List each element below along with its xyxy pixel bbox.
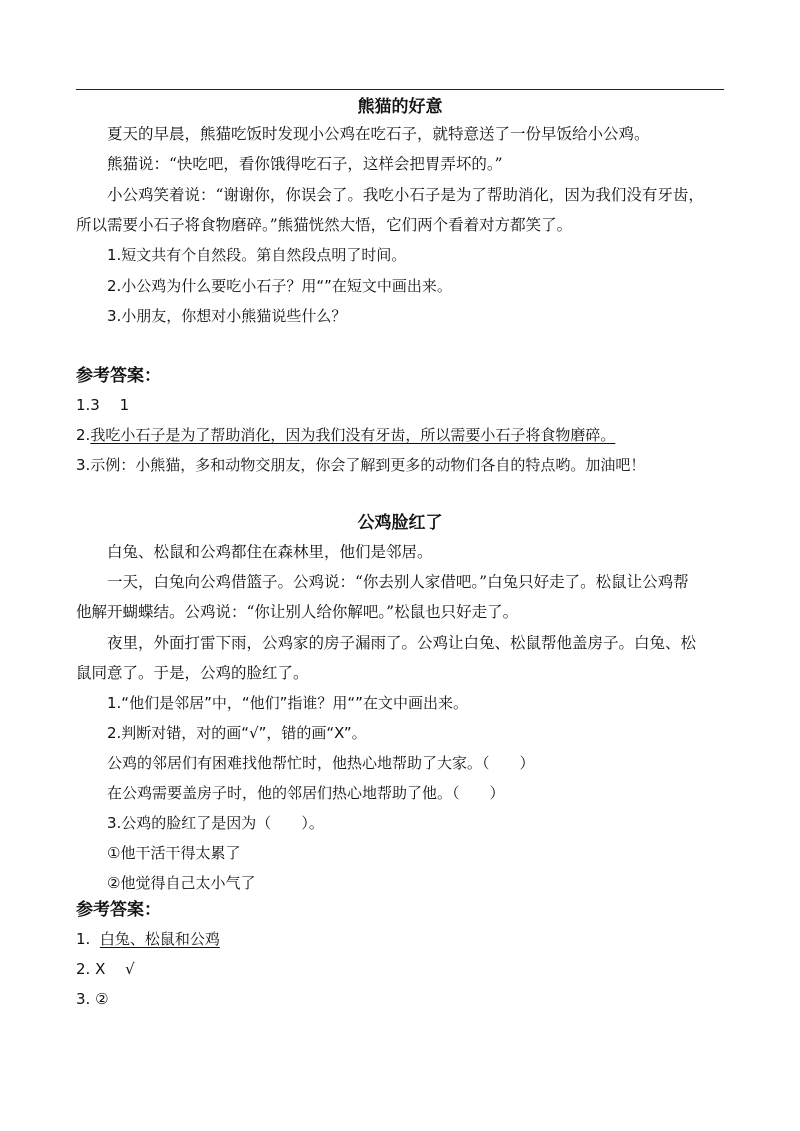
story1-answer-heading: 参考答案：: [76, 366, 161, 386]
answer-number: 2.: [76, 426, 91, 444]
story2-title: 公鸡脸红了: [357, 513, 443, 533]
story2-question: 公鸡的邻居们有困难找他帮忙时，他热心地帮助了大家。（ ）: [107, 754, 535, 772]
story1-paragraph: 熊猫说：“快吃吧，看你饿得吃石子，这样会把胃弄坏的。”: [107, 155, 503, 173]
story2-answer-1: [76, 928, 220, 950]
story1-paragraph: 所以需要小石子将食物磨碎。”熊猫恍然大悟，它们两个看着对方都笑了。: [76, 216, 573, 234]
story2-question: 在公鸡需要盖房子时，他的邻居们热心地帮助了他。（ ）: [107, 784, 505, 802]
story2-paragraph: 白兔、松鼠和公鸡都住在森林里，他们是邻居。: [107, 543, 433, 561]
story2-question: 2.判断对错，对的画“√”，错的画“X”。: [107, 724, 367, 742]
story2-paragraph: 夜里，外面打雷下雨，公鸡家的房子漏雨了。公鸡让白兔、松鼠帮他盖房子。白兔、松: [107, 634, 697, 652]
story1-answer-2: [76, 424, 615, 446]
story2-question: 3.公鸡的脸红了是因为（ ）。: [107, 814, 324, 832]
header-rule: [76, 89, 724, 90]
story1-question: 3.小朋友，你想对小熊猫说些什么？: [107, 307, 347, 325]
story2-question: 1.“他们是邻居”中，“他们”指谁？用“”在文中画出来。: [107, 694, 468, 712]
story1-answer-1: 1.3 1: [76, 396, 130, 414]
story1-title: 熊猫的好意: [357, 97, 443, 117]
story2-answer-heading: 参考答案：: [76, 900, 161, 920]
story1-answer-3: 3.示例：小熊猫，多和动物交朋友，你会了解到更多的动物们各自的特点哟。加油吧！: [76, 456, 646, 474]
underlined-answer: 白兔、松鼠和公鸡: [99, 930, 220, 948]
story2-option: ②他觉得自己太小气了: [107, 874, 256, 892]
story1-question: 1.短文共有个自然段。第自然段点明了时间。: [107, 246, 407, 264]
story2-option: ①他干活干得太累了: [107, 844, 241, 862]
story2-paragraph: 鼠同意了。于是，公鸡的脸红了。: [76, 664, 309, 682]
story1-paragraph: 小公鸡笑着说：“谢谢你，你误会了。我吃小石子是为了帮助消化，因为我们没有牙齿，: [107, 186, 704, 204]
story2-paragraph: 他解开蝴蝶结。公鸡说：“你让别人给你解吧。”松鼠也只好走了。: [76, 603, 519, 621]
underlined-answer: 我吃小石子是为了帮助消化，因为我们没有牙齿，所以需要小石子将食物磨碎。: [90, 426, 616, 444]
story1-question: 2.小公鸡为什么要吃小石子？用“”在短文中画出来。: [107, 277, 452, 295]
story1-paragraph: 夏天的早晨，熊猫吃饭时发现小公鸡在吃石子，就特意送了一份早饭给小公鸡。: [107, 125, 650, 143]
story2-answer-2: 2. X √: [76, 960, 135, 978]
answer-number: 1.: [76, 930, 91, 948]
story2-answer-3: 3. ②: [76, 990, 109, 1008]
story2-paragraph: 一天，白兔向公鸡借篮子。公鸡说：“你去别人家借吧。”白兔只好走了。松鼠让公鸡帮: [107, 573, 689, 591]
